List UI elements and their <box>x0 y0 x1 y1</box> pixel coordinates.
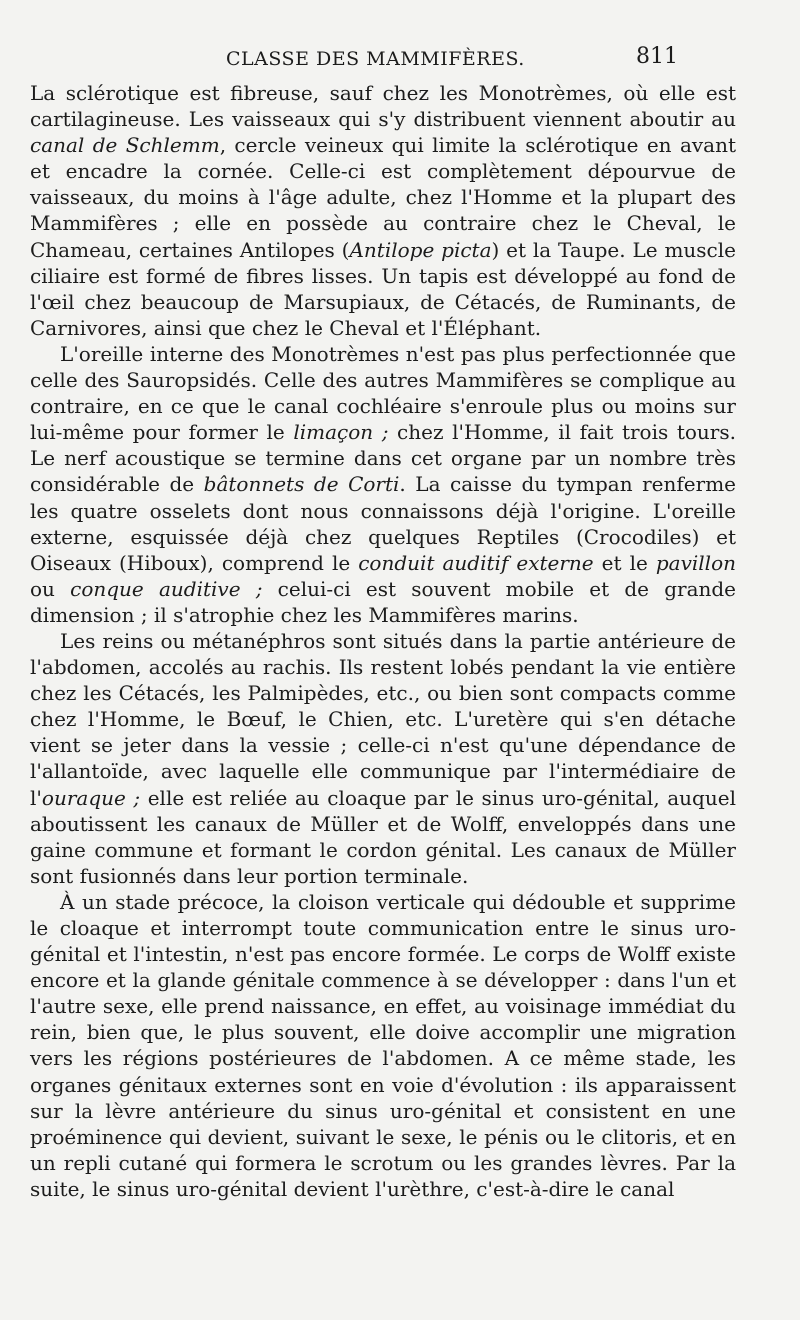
italic-text: conduit auditif externe <box>358 550 594 575</box>
body-text <box>30 80 736 1202</box>
paragraph <box>30 80 736 341</box>
italic-text: ouraque ; <box>41 785 141 810</box>
page-header <box>0 44 800 74</box>
italic-text: canal de Schlemm <box>30 133 220 158</box>
text-run: , cercle veineux qui limite la sclérotique en avant et encadre la cornée. Celle-ci est complètement dépourvue de vaisseaux, du moins à l'âge adulte, chez l'Homme et la plupart des Mammifères ; elle en possède au contraire chez le Cheval, le Chameau, certaines Antilopes ( <box>30 133 737 262</box>
page-number: 811 <box>636 44 678 69</box>
text-run: chez l'Homme, il fait trois tours. Le nerf acoustique se termine dans cet organe par un nombre très considérable de <box>30 420 736 497</box>
text-run: et le <box>593 550 656 575</box>
paragraph <box>30 628 736 889</box>
text-run: La sclérotique est fibreuse, sauf chez les Monotrèmes, où elle est cartilagineuse. Les vaisseaux qui s'y distribuent viennent aboutir au <box>30 81 736 132</box>
text-run: celui-ci est souvent mobile et de grande dimension ; il s'atrophie chez les Mammifères marins. <box>30 576 737 627</box>
italic-text: conque auditive ; <box>70 576 263 601</box>
text-run: L'oreille interne des Monotrèmes n'est pas plus perfectionnée que celle des Sauropsidés. Celle des autres Mammifères se complique au contraire, en ce que le canal cochléaire s'enroule plus ou moins sur lui-même pour former le <box>30 341 736 445</box>
italic-text: pavillon <box>655 550 736 575</box>
text-run: elle est reliée au cloaque par le sinus uro-génital, auquel aboutissent les canaux de Müller et de Wolff, enveloppés dans une gaine commune et formant le cordon génital. Les canaux de Müller sont fusionnés dans leur portion terminale. <box>30 785 736 888</box>
italic-text: bâtonnets de Corti <box>203 472 400 497</box>
running-head: CLASSE DES MAMMIFÈRES. <box>226 48 525 70</box>
paragraph <box>30 341 736 628</box>
text-run: ou <box>30 576 71 601</box>
text-run: ) et la Taupe. Le muscle ciliaire est formé de fibres lisses. Un tapis est développé au fond de l'œil chez beaucoup de Marsupiaux, de Cétacés, de Ruminants, de Carnivores, ainsi que chez le Cheval et l'Éléphant. <box>30 237 736 340</box>
text-run: Les reins ou métanéphros sont situés dans la partie antérieure de l'abdomen, accolés au rachis. Ils restent lobés pendant la vie entière chez les Cétacés, les Palmipèdes, etc., ou bien sont compacts comme chez l'Homme, le Bœuf, le Chien, etc. L'uretère qui s'en détache vient se jeter dans la vessie ; celle-ci n'est qu'une dépendance de l'allantoïde, avec laquelle elle communique par l'intermédiaire de l' <box>30 628 736 810</box>
text-run: À un stade précoce, la cloison verticale qui dédouble et supprime le cloaque et interrompt toute communication entre le sinus uro-génital et l'intestin, n'est pas encore formée. Le corps de Wolff existe encore et la glande génitale commence à se développer : dans l'un et l'autre sexe, elle prend naissance, en effet, au voisinage immédiat du rein, bien que, le plus souvent, elle doive accomplir une migration vers les régions postérieures de l'abdomen. A ce même stade, les organes génitaux externes sont en voie d'évolution : ils apparaissent sur la lèvre antérieure du sinus uro-génital et consistent en une proéminence qui devient, suivant le sexe, le pénis ou le clitoris, et en un repli cutané qui formera le scrotum ou les grandes lèvres. Par la suite, le sinus uro-génital devient l'urèthre, c'est-à-dire le canal <box>30 889 736 1201</box>
italic-text: limaçon ; <box>293 420 389 445</box>
italic-text: Antilope picta <box>349 237 492 262</box>
paragraph <box>30 889 736 1202</box>
text-run: . La caisse du tympan renferme les quatre osselets dont nous connaissons déjà l'origine. L'oreille externe, esquissée déjà chez quelques Reptiles (Crocodiles) et Oiseaux (Hiboux), comprend le <box>30 472 736 575</box>
